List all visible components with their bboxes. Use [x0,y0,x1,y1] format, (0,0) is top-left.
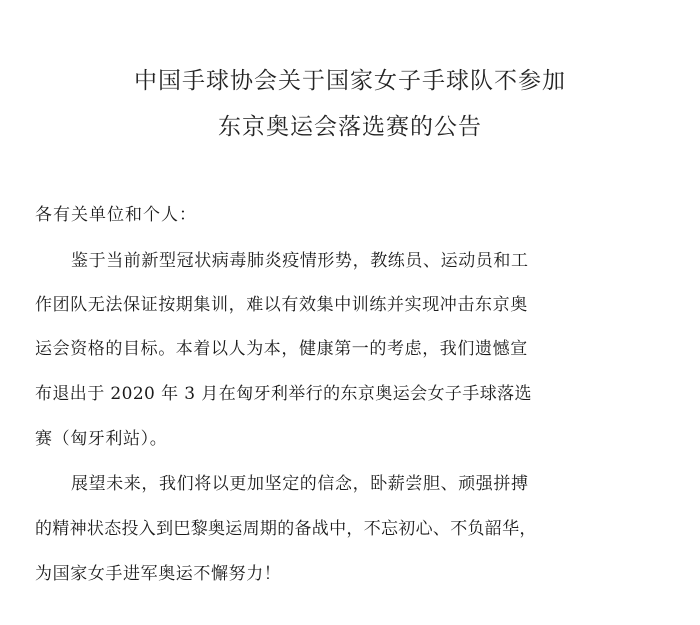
announcement-title-line-2: 东京奥运会落选赛的公告 [218,114,482,140]
announcement-title-line-1: 中国手球协会关于国家女子手球队不参加 [134,68,566,94]
paragraph-1-line: 作团队无法保证按期集训，难以有效集中训练并实现冲击东京奥 [35,295,528,315]
paragraph-1-line: 鉴于当前新型冠状病毒肺炎疫情形势，教练员、运动员和工 [71,251,529,271]
salutation: 各有关单位和个人： [35,205,197,225]
paragraph-2-line: 为国家女手进军奥运不懈努力！ [35,564,282,584]
paragraph-1-line: 布退出于 2020 年 3 月在匈牙利举行的东京奥运会女子手球落选 [35,384,532,404]
paragraph-2-line: 展望未来，我们将以更加坚定的信念，卧薪尝胆、顽强拼搏 [71,474,529,494]
paragraph-2-line: 的精神状态投入到巴黎奥运周期的备战中，不忘初心、不负韶华， [35,519,537,539]
paragraph-1-line: 运会资格的目标。本着以人为本，健康第一的考虑，我们遗憾宣 [35,339,528,359]
paragraph-1-line: 赛（匈牙利站）。 [35,429,168,449]
